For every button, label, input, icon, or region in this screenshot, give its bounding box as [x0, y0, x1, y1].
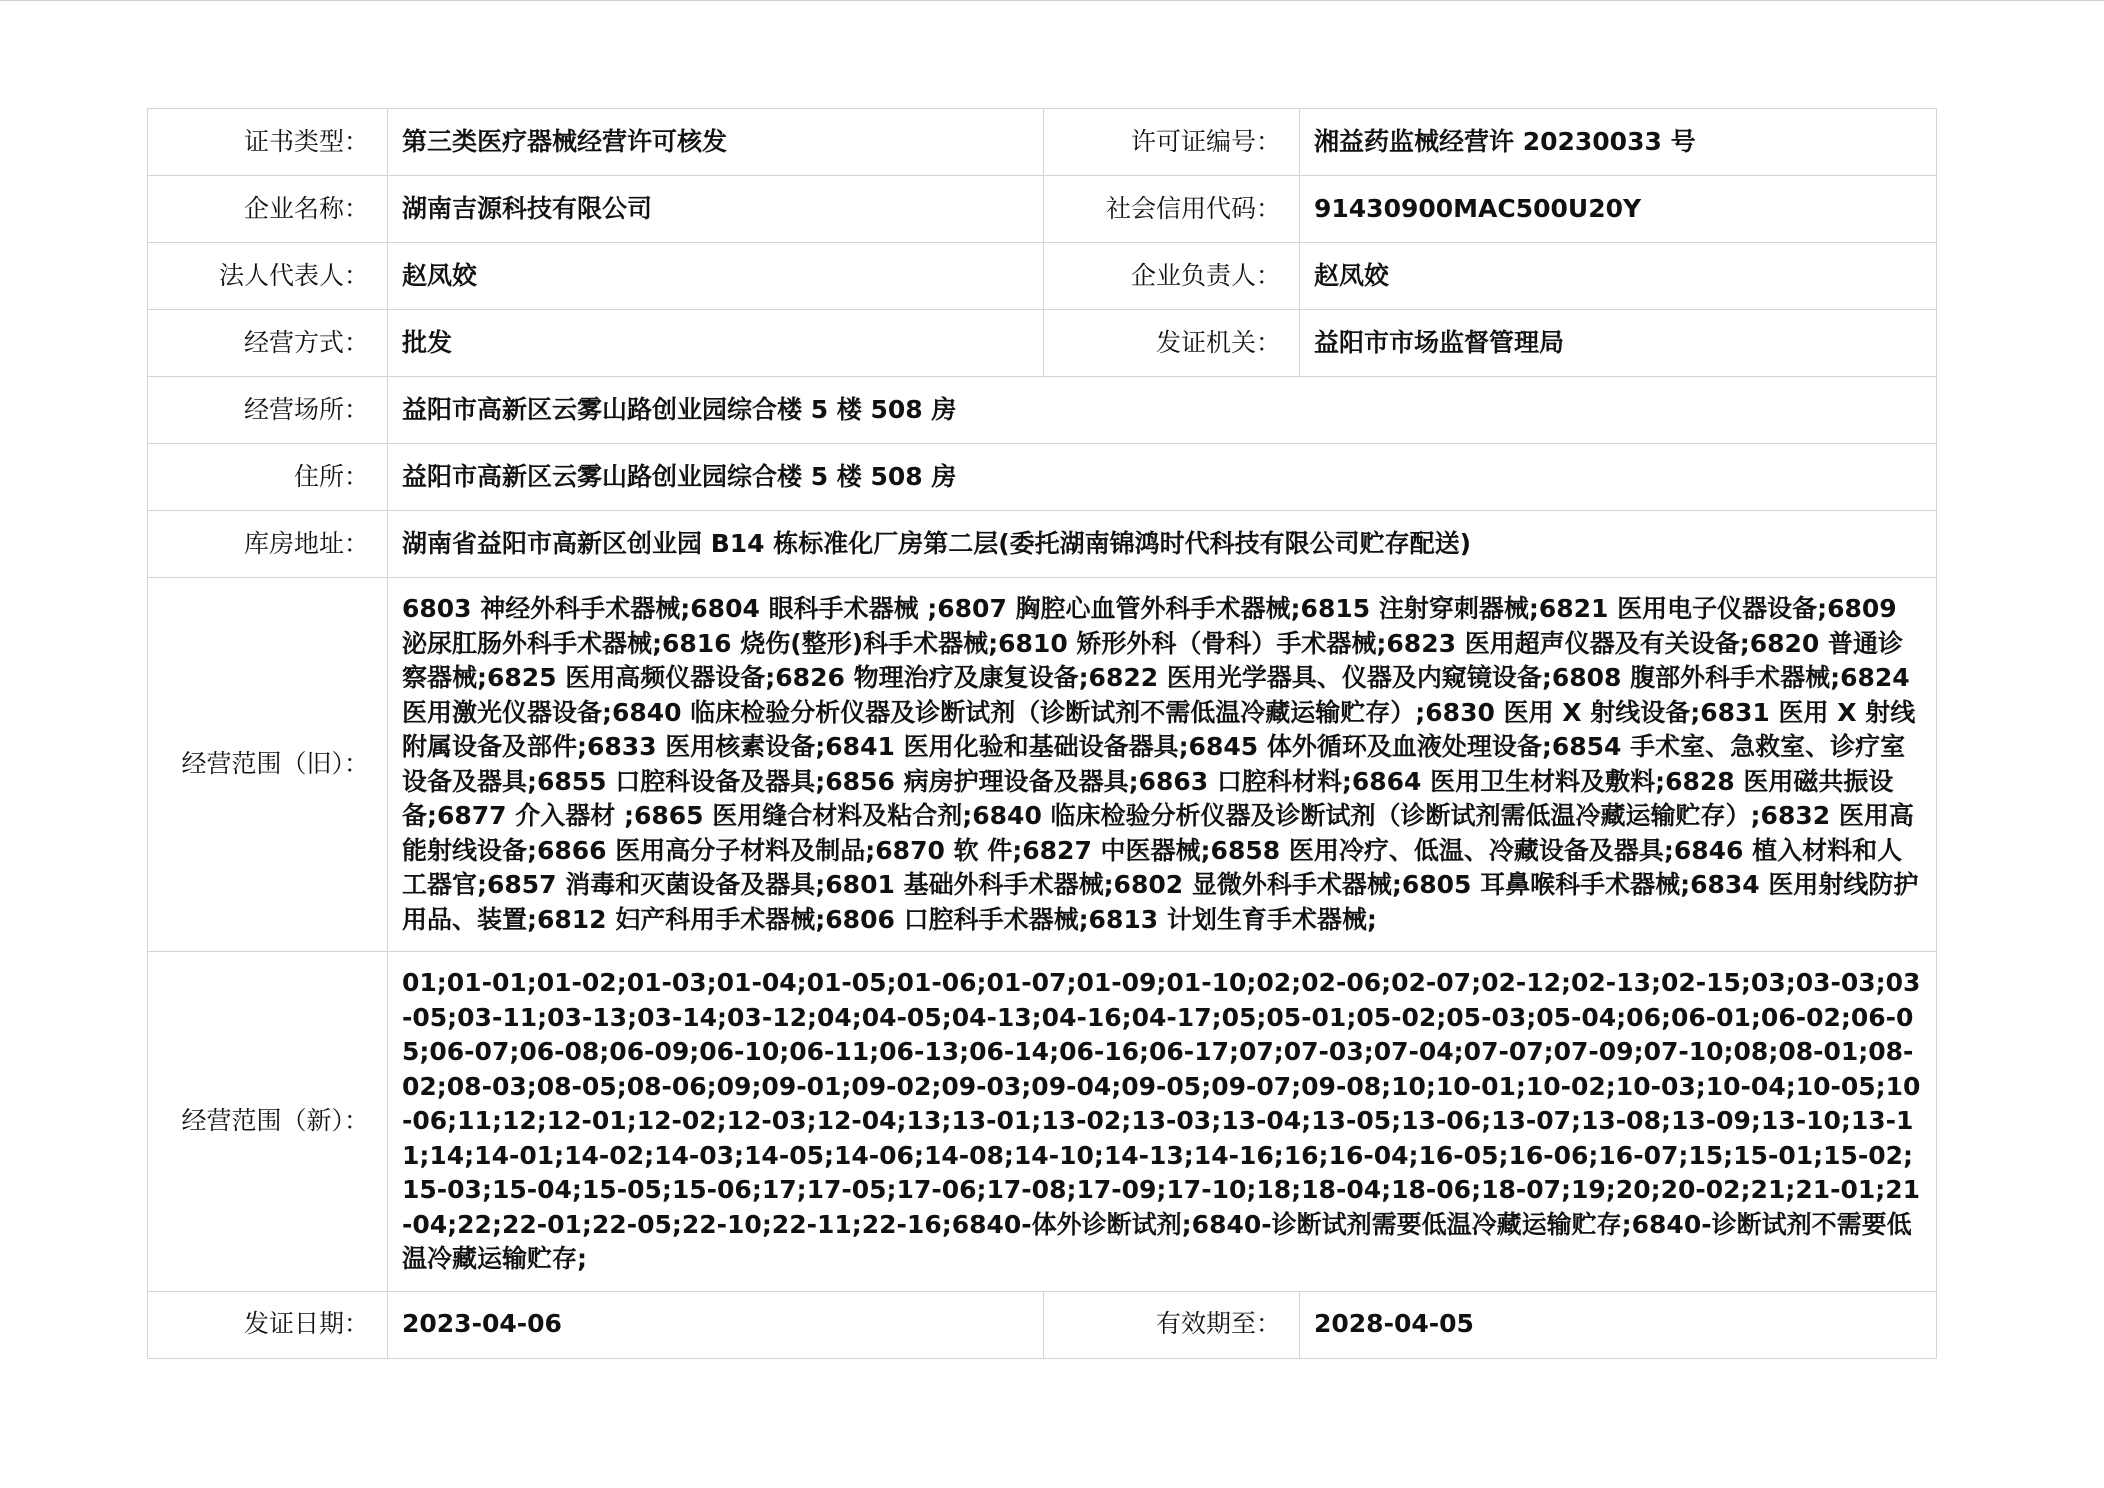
manager-value: 赵凤姣 [1300, 243, 1937, 310]
manager-label: 企业负责人： [1044, 243, 1300, 310]
scope-new-value: 01;01-01;01-02;01-03;01-04;01-05;01-06;01-07;01-09;01-10;02;02-06;02-07;02-12;02-13;02-15;03;03-03;03-05;03-11;03-13;03-14;03-12;04;04-05;04-13;04-16;04-17;05;05-01;05-02;05-03;05-04;06;06-01;06-02;06-05;06-07;06-08;06-09;06-10;06-11;06-13;06-14;06-16;06-17;07;07-03;07-04;07-07;07-09;07-10;08;08-01;08-02;08-03;08-05;08-06;09;09-01;09-02;09-03;09-04;09-05;09-07;09-08;10;10-01;10-02;10-03;10-04;10-05;10-06;11;12;12-01;12-02;12-03;12-04;13;13-01;13-02;13-03;13-04;13-05;13-06;13-07;13-08;13-09;13-10;13-11;14;14-01;14-02;14-03;14-05;14-06;14-08;14-10;14-13;14-16;16;16-04;16-05;16-06;16-07;15;15-01;15-02;15-03;15-04;15-05;15-06;17;17-05;17-06;17-08;17-09;17-10;18;18-04;18-06;18-07;19;20;20-02;21;21-01;21-04;22;22-01;22-05;22-10;22-11;22-16;6840-体外诊断试剂;6840-诊断试剂需要低温冷藏运输贮存;6840-诊断试剂不需要低温冷藏运输贮存; [388, 952, 1937, 1292]
company-value: 湖南吉源科技有限公司 [388, 176, 1044, 243]
scope-new-label: 经营范围（新）： [148, 952, 388, 1292]
scope-old-value: 6803 神经外科手术器械;6804 眼科手术器械 ;6807 胸腔心血管外科手术器械;6815 注射穿刺器械;6821 医用电子仪器设备;6809 泌尿肛肠外科手术器械;6816 烧伤(整形)科手术器械;6810 矫形外科（骨科）手术器械;6823 医用超声仪器及有关设备;6820 普通诊察器械;6825 医用高频仪器设备;6826 物理治疗及康复设备;6822 医用光学器具、仪器及内窥镜设备;6808 腹部外科手术器械;6824 医用激光仪器设备;6840 临床检验分析仪器及诊断试剂（诊断试剂不需低温冷藏运输贮存）;6830 医用 X 射线设备;6831 医用 X 射线附属设备及部件;6833 医用核素设备;6841 医用化验和基础设备器具;6845 体外循环及血液处理设备;6854 手术室、急救室、诊疗室设备及器具;6855 口腔科设备及器具;6856 病房护理设备及器具;6863 口腔科材料;6864 医用卫生材料及敷料;6828 医用磁共振设备;6877 介入器材 ;6865 医用缝合材料及粘合剂;6840 临床检验分析仪器及诊断试剂（诊断试剂需低温冷藏运输贮存）;6832 医用高能射线设备;6866 医用高分子材料及制品;6870 软 件;6827 中医器械;6858 医用冷疗、低温、冷藏设备及器具;6846 植入材料和人工器官;6857 消毒和灭菌设备及器具;6801 基础外科手术器械;6802 显微外科手术器械;6805 耳鼻喉科手术器械;6834 医用射线防护用品、装置;6812 妇产科用手术器械;6806 口腔科手术器械;6813 计划生育手术器械; [388, 578, 1937, 952]
cert-type-value: 第三类医疗器械经营许可核发 [388, 109, 1044, 176]
cert-type-label: 证书类型： [148, 109, 388, 176]
scope-old-label: 经营范围（旧）： [148, 578, 388, 952]
biz-place-label: 经营场所： [148, 377, 388, 444]
legal-rep-label: 法人代表人： [148, 243, 388, 310]
biz-mode-value: 批发 [388, 310, 1044, 377]
residence-label: 住所： [148, 444, 388, 511]
license-info-table [147, 108, 1937, 1359]
row-dates [148, 1291, 1937, 1358]
row-biz-place [148, 377, 1937, 444]
credit-code-value: 91430900MAC500U20Y [1300, 176, 1937, 243]
row-cert-type [148, 109, 1937, 176]
row-company [148, 176, 1937, 243]
row-legal-rep [148, 243, 1937, 310]
row-residence [148, 444, 1937, 511]
row-scope-old [148, 578, 1937, 952]
issue-date-label: 发证日期： [148, 1291, 388, 1358]
license-no-value: 湘益药监械经营许 20230033 号 [1300, 109, 1937, 176]
residence-value: 益阳市高新区云雾山路创业园综合楼 5 楼 508 房 [388, 444, 1937, 511]
row-warehouse [148, 511, 1937, 578]
issue-date-value: 2023-04-06 [388, 1291, 1044, 1358]
credit-code-label: 社会信用代码： [1044, 176, 1300, 243]
license-no-label: 许可证编号： [1044, 109, 1300, 176]
row-scope-new [148, 952, 1937, 1292]
warehouse-value: 湖南省益阳市高新区创业园 B14 栋标准化厂房第二层(委托湖南锦鸿时代科技有限公司贮存配送) [388, 511, 1937, 578]
biz-place-value: 益阳市高新区云雾山路创业园综合楼 5 楼 508 房 [388, 377, 1937, 444]
expiry-date-label: 有效期至： [1044, 1291, 1300, 1358]
biz-mode-label: 经营方式： [148, 310, 388, 377]
issuer-label: 发证机关： [1044, 310, 1300, 377]
legal-rep-value: 赵凤姣 [388, 243, 1044, 310]
company-label: 企业名称： [148, 176, 388, 243]
issuer-value: 益阳市市场监督管理局 [1300, 310, 1937, 377]
row-biz-mode [148, 310, 1937, 377]
expiry-date-value: 2028-04-05 [1300, 1291, 1937, 1358]
warehouse-label: 库房地址： [148, 511, 388, 578]
